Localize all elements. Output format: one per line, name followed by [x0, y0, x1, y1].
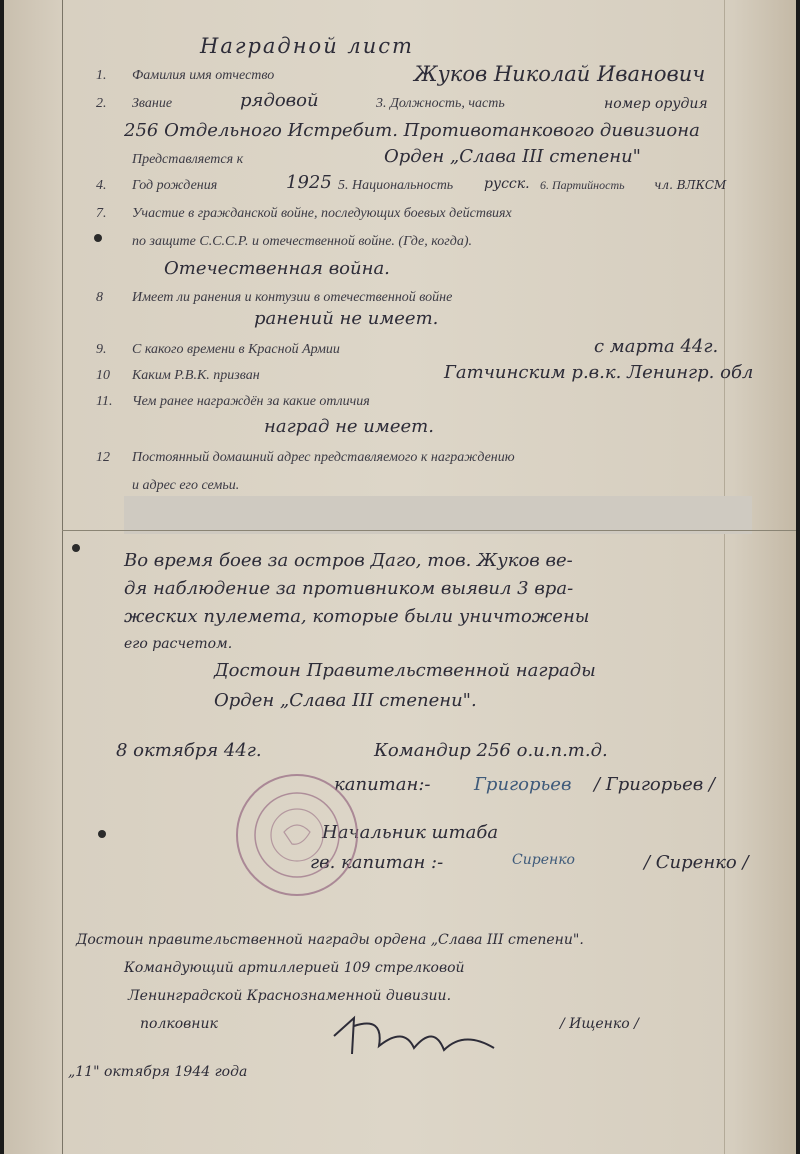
item-label: С какого времени в Красной Армии	[132, 342, 340, 357]
item-number: 8	[96, 290, 103, 305]
narrative-line: Во время боев за остров Даго, тов. Жуков ве-	[124, 550, 573, 571]
item-number: 12	[96, 450, 110, 465]
item-number: 11.	[96, 394, 113, 409]
chief-signature: Сиренко	[512, 852, 575, 868]
commander-rank: капитан:-	[334, 774, 431, 795]
item-label: Год рождения	[132, 178, 218, 193]
sign-date: 8 октября 44г.	[116, 740, 262, 761]
item-label: Звание	[132, 96, 173, 111]
final-rank: полковник	[140, 1016, 218, 1032]
final-line: Командующий артиллерией 109 стрелковой	[124, 960, 465, 976]
award-sheet	[4, 0, 796, 1154]
colonel-signature	[324, 1006, 504, 1066]
final-line: Достоин правительственной награды ордена „Слава III степени".	[76, 932, 584, 948]
final-signer: / Ищенко /	[560, 1016, 639, 1032]
redacted-area	[124, 496, 752, 534]
item-label: Имеет ли ранения и контузии в отечественной войне	[132, 290, 453, 305]
item-label-2: 5. Национальность	[338, 178, 454, 193]
item-number: 10	[96, 368, 110, 383]
item-number: 2.	[96, 96, 107, 111]
item-number: 1.	[96, 68, 107, 83]
narrative-line: Орден „Слава III степени".	[214, 690, 477, 711]
commander-signature: Григорьев	[474, 774, 572, 795]
item-value: наград не имеет.	[264, 416, 434, 437]
chief-rank: гв. капитан :-	[310, 852, 444, 873]
item-label: Участие в гражданской войне, последующих боевых действиях	[132, 206, 512, 221]
item-label: и адрес его семьи.	[132, 478, 240, 493]
item-label: Каким Р.В.К. призван	[132, 368, 260, 383]
birth-year: 1925	[286, 172, 332, 193]
item-label: Постоянный домашний адрес представляемого к награждению	[132, 450, 515, 465]
item-label: по защите С.С.С.Р. и отечественной войне. (Где, когда).	[132, 234, 472, 249]
item-label: Представляется к	[132, 152, 244, 167]
item-number: 7.	[96, 206, 107, 221]
commander-title: Командир 256 о.и.п.т.д.	[374, 740, 608, 761]
unit-stamp	[232, 770, 362, 900]
narrative-line: его расчетом.	[124, 636, 233, 652]
final-date: „11" октября 1944 года	[68, 1064, 248, 1080]
unit-line: 256 Отдельного Истребит. Противотанкового дивизиона	[124, 120, 700, 141]
punch-hole	[72, 544, 80, 552]
item-value: Жуков Николай Иванович	[414, 62, 706, 86]
section-divider	[62, 530, 796, 531]
item-value: рядовой	[240, 90, 319, 111]
punch-hole	[94, 234, 102, 242]
final-line: Ленинградской Краснознаменной дивизии.	[128, 988, 452, 1004]
item-number: 9.	[96, 342, 107, 357]
item-label-2: 3. Должность, часть	[376, 96, 505, 111]
item-value: Орден „Слава III степени"	[384, 146, 641, 167]
item-value-2: номер орудия	[604, 96, 708, 112]
item-value: с марта 44г.	[594, 336, 719, 357]
commander-name: / Григорьев /	[594, 774, 715, 795]
narrative-line: Достоин Правительственной награды	[214, 660, 596, 681]
item-value: ранений не имеет.	[254, 308, 439, 329]
left-margin-line	[62, 0, 63, 1154]
item-number: 4.	[96, 178, 107, 193]
right-margin-line	[724, 0, 725, 1154]
punch-hole	[98, 830, 106, 838]
narrative-line: дя наблюдение за противником выявил 3 вра-	[124, 578, 574, 599]
chief-title: Начальник штаба	[322, 822, 499, 843]
item-label: Чем ранее награждён за какие отличия	[132, 394, 370, 409]
item-value: Гатчинским р.в.к. Ленингр. обл	[444, 362, 754, 383]
item-value-2: русск.	[484, 176, 530, 192]
item-value: Отечественная война.	[164, 258, 390, 279]
item-value-3: чл. ВЛКСМ	[654, 178, 727, 192]
document-title: Наградной лист	[200, 34, 414, 58]
item-label-3: 6. Партийность	[540, 178, 625, 192]
chief-name: / Сиренко /	[644, 852, 749, 873]
narrative-line: жеских пулемета, которые были уничтожены	[124, 606, 590, 627]
item-label: Фамилия имя отчество	[132, 68, 275, 83]
